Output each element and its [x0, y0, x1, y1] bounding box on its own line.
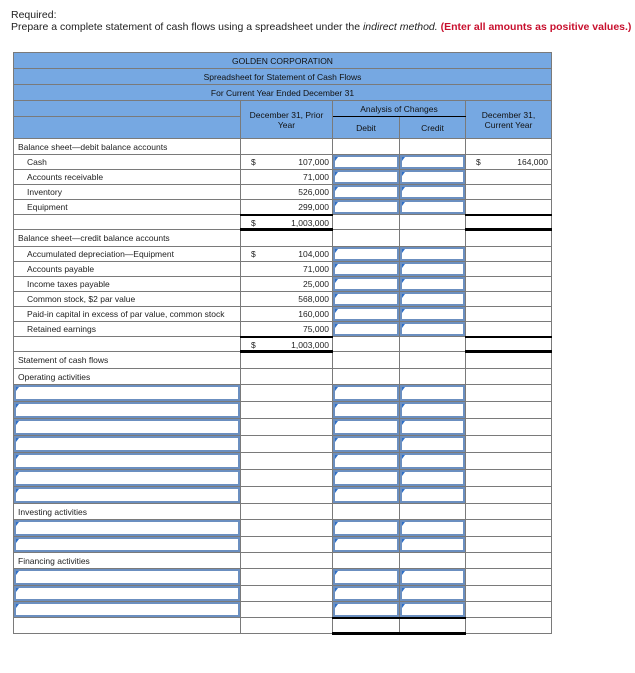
debit-input[interactable]	[333, 402, 400, 419]
credit-input[interactable]	[400, 569, 466, 586]
debit-input[interactable]	[333, 247, 400, 262]
table-row	[14, 200, 552, 215]
operating-row	[14, 419, 552, 436]
description-input[interactable]	[14, 453, 241, 470]
row-label: Retained earnings	[14, 322, 241, 337]
col-credit: Credit	[400, 117, 466, 139]
description-input[interactable]	[14, 520, 241, 537]
debit-input[interactable]	[333, 307, 400, 322]
credit-input[interactable]	[400, 470, 466, 487]
investing-activities-label: Investing activities	[14, 504, 241, 520]
credit-input[interactable]	[400, 185, 466, 200]
debit-input[interactable]	[333, 537, 400, 553]
row-label: Accounts receivable	[14, 170, 241, 185]
credit-input[interactable]	[400, 307, 466, 322]
debit-input[interactable]	[333, 586, 400, 602]
investing-row	[14, 537, 552, 553]
instructions	[11, 9, 631, 33]
table-row	[14, 307, 552, 322]
section-label: Statement of cash flows	[14, 352, 241, 369]
debit-input[interactable]	[333, 602, 400, 618]
table-row	[14, 262, 552, 277]
debit-input[interactable]	[333, 520, 400, 537]
credit-input[interactable]	[400, 537, 466, 553]
debit-input[interactable]	[333, 436, 400, 453]
section-label: Balance sheet—credit balance accounts	[14, 230, 241, 247]
debit-input[interactable]	[333, 170, 400, 185]
prior-amount: 71,000	[303, 172, 329, 182]
col-analysis-of-changes: Analysis of Changes	[333, 101, 466, 117]
row-label: Paid-in capital in excess of par value, common stock	[14, 307, 241, 322]
cash-flow-spreadsheet	[13, 52, 552, 635]
credit-input[interactable]	[400, 453, 466, 470]
total-row: $ 1,003,000	[14, 337, 552, 352]
credit-input[interactable]	[400, 419, 466, 436]
debit-input[interactable]	[333, 419, 400, 436]
prior-amount: 107,000	[298, 157, 329, 167]
total-row: $ 1,003,000	[14, 215, 552, 230]
prior-amount: 160,000	[298, 309, 329, 319]
prior-amount: 104,000	[298, 249, 329, 259]
debit-input[interactable]	[333, 569, 400, 586]
table-row	[14, 170, 552, 185]
credit-input[interactable]	[400, 385, 466, 402]
description-input[interactable]	[14, 470, 241, 487]
debit-input[interactable]	[333, 292, 400, 307]
row-label: Cash	[14, 155, 241, 170]
prior-amount: 299,000	[298, 202, 329, 212]
operating-row	[14, 487, 552, 504]
company-name: GOLDEN CORPORATION	[14, 53, 552, 69]
table-row	[14, 277, 552, 292]
table-row	[14, 322, 552, 337]
description-input[interactable]	[14, 487, 241, 504]
debit-input[interactable]	[333, 385, 400, 402]
description-input[interactable]	[14, 569, 241, 586]
credit-input[interactable]	[400, 586, 466, 602]
description-input[interactable]	[14, 436, 241, 453]
credit-input[interactable]	[400, 602, 466, 618]
col-prior-year: December 31, Prior Year	[241, 101, 333, 139]
period-title: For Current Year Ended December 31	[14, 85, 552, 101]
credit-input[interactable]	[400, 487, 466, 504]
operating-row	[14, 453, 552, 470]
credit-total: 1,003,000	[291, 339, 329, 350]
header-blank	[14, 117, 241, 139]
credit-input[interactable]	[400, 436, 466, 453]
operating-activities-label: Operating activities	[14, 369, 241, 385]
credit-input[interactable]	[400, 322, 466, 337]
credit-input[interactable]	[400, 247, 466, 262]
required-label: Required:	[11, 9, 57, 21]
prior-amount: 568,000	[298, 294, 329, 304]
operating-row	[14, 470, 552, 487]
current-amount: 164,000	[517, 157, 548, 167]
credit-input[interactable]	[400, 277, 466, 292]
operating-row	[14, 402, 552, 419]
credit-input[interactable]	[400, 200, 466, 215]
table-row: Cash $ 107,000 $ 164,000	[14, 155, 552, 170]
prior-amount: 75,000	[303, 324, 329, 334]
debit-input[interactable]	[333, 453, 400, 470]
investing-row	[14, 520, 552, 537]
credit-input[interactable]	[400, 262, 466, 277]
cash-flow-total-row	[14, 618, 552, 634]
debit-input[interactable]	[333, 185, 400, 200]
credit-input[interactable]	[400, 402, 466, 419]
debit-input[interactable]	[333, 470, 400, 487]
prior-amount: 526,000	[298, 187, 329, 197]
description-input[interactable]	[14, 419, 241, 436]
header-blank	[14, 101, 241, 117]
debit-input[interactable]	[333, 322, 400, 337]
table-row: Accumulated depreciation—Equipment $ 104,000	[14, 247, 552, 262]
debit-input[interactable]	[333, 262, 400, 277]
row-label: Inventory	[14, 185, 241, 200]
debit-input[interactable]	[333, 155, 400, 170]
col-current-year: December 31, Current Year	[466, 101, 552, 139]
statement-title: Spreadsheet for Statement of Cash Flows	[14, 69, 552, 85]
description-input[interactable]	[14, 385, 241, 402]
credit-input[interactable]	[400, 155, 466, 170]
operating-row	[14, 385, 552, 402]
col-debit: Debit	[333, 117, 400, 139]
debit-input[interactable]	[333, 277, 400, 292]
description-input[interactable]	[14, 537, 241, 553]
debit-input[interactable]	[333, 487, 400, 504]
table-row	[14, 185, 552, 200]
financing-activities-label: Financing activities	[14, 553, 241, 569]
operating-row	[14, 436, 552, 453]
row-label: Accounts payable	[14, 262, 241, 277]
financing-row	[14, 569, 552, 586]
table-row	[14, 292, 552, 307]
debit-input[interactable]	[333, 200, 400, 215]
description-input[interactable]	[14, 586, 241, 602]
credit-input[interactable]	[400, 520, 466, 537]
prior-amount: 25,000	[303, 279, 329, 289]
row-label: Common stock, $2 par value	[14, 292, 241, 307]
financing-row	[14, 586, 552, 602]
row-label: Equipment	[14, 200, 241, 215]
credit-input[interactable]	[400, 292, 466, 307]
row-label: Accumulated depreciation—Equipment	[14, 247, 241, 262]
description-input[interactable]	[14, 402, 241, 419]
prior-amount: 71,000	[303, 264, 329, 274]
instructions-text: Prepare a complete statement of cash flows using a spreadsheet under the indirect method. (Enter all amounts as positive values.)	[11, 21, 632, 33]
section-label: Balance sheet—debit balance accounts	[14, 139, 241, 155]
row-label: Income taxes payable	[14, 277, 241, 292]
description-input[interactable]	[14, 602, 241, 618]
financing-row	[14, 602, 552, 618]
credit-input[interactable]	[400, 170, 466, 185]
debit-total: 1,003,000	[291, 217, 329, 228]
